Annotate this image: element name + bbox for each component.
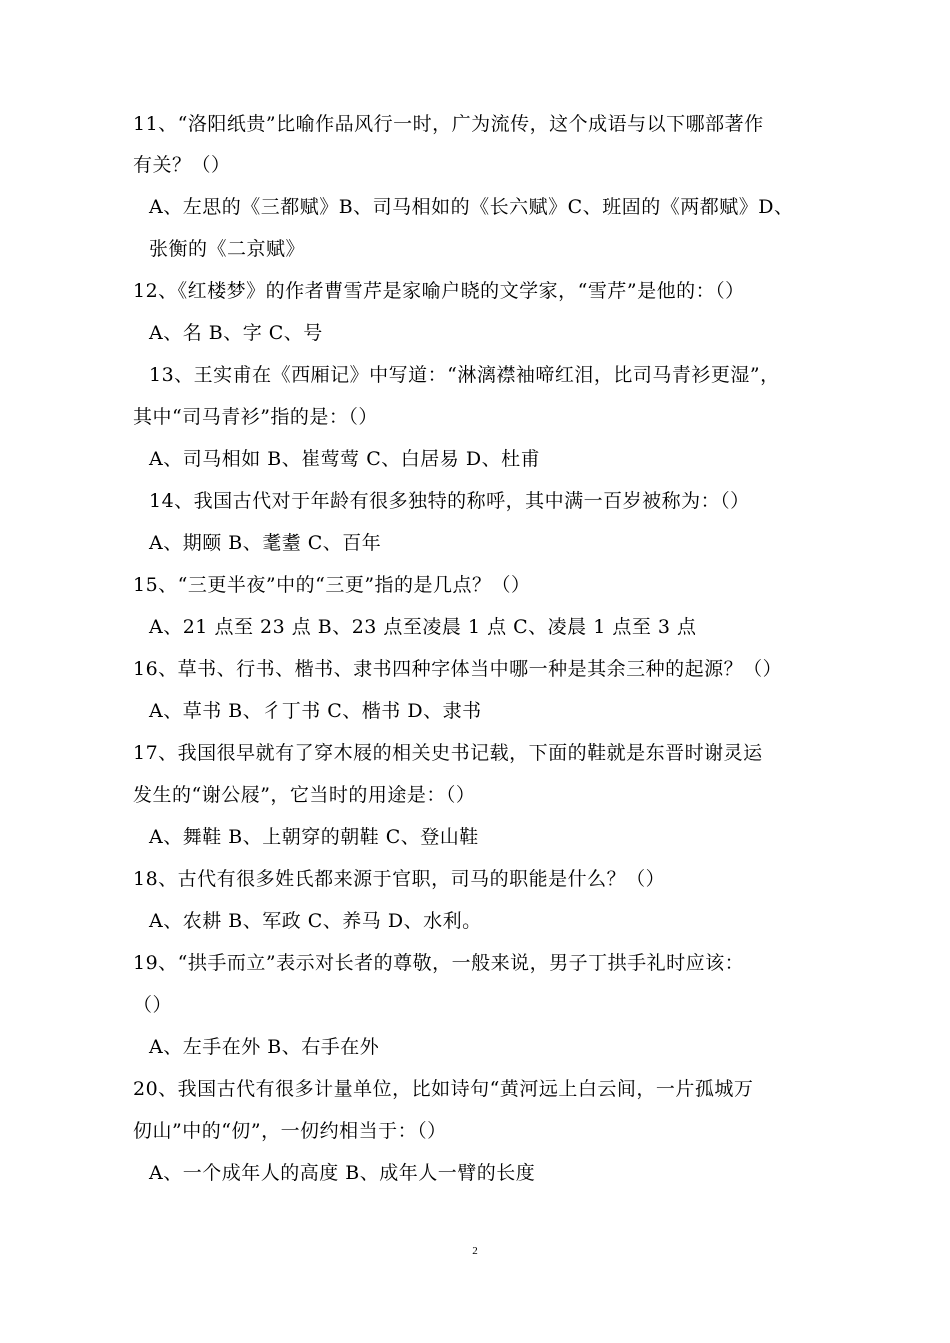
question-13-options: A、司马相如 B、崔莺莺 C、白居易 D、杜甫 <box>149 448 541 470</box>
question-15-text: 15、“三更半夜”中的“三更”指的是几点？（） <box>133 574 531 596</box>
question-20-options: A、一个成年人的高度 B、成年人一臂的长度 <box>149 1162 536 1184</box>
question-16-options: A、草书 B、彳丁书 C、楷书 D、隶书 <box>149 700 482 722</box>
question-17-text: 17、我国很早就有了穿木屐的相关史书记载，下面的鞋就是东晋时谢灵运 <box>133 742 763 764</box>
question-19-text: （） <box>133 994 173 1016</box>
question-11-text: 有关？（） <box>133 154 231 176</box>
page-number: 2 <box>472 1245 478 1257</box>
question-11-options: A、左思的《三都赋》B、司马相如的《长六赋》C、班固的《两都赋》D、 <box>149 196 794 218</box>
question-19-text: 19、“拱手而立”表示对长者的尊敬，一般来说，男子丁拱手礼时应该： <box>133 952 745 974</box>
question-20-text: 20、我国古代有很多计量单位，比如诗句“黄河远上白云间，一片孤城万 <box>133 1078 754 1100</box>
question-18-text: 18、古代有很多姓氏都来源于官职，司马的职能是什么？（） <box>133 868 666 890</box>
question-16-text: 16、草书、行书、楷书、隶书四种字体当中哪一种是其余三种的起源？（） <box>133 658 783 680</box>
question-11-options: 张衡的《二京赋》 <box>149 238 306 260</box>
question-15-options: A、21 点至 23 点 B、23 点至凌晨 1 点 C、凌晨 1 点至 3 点 <box>149 616 697 638</box>
question-14-text: 14、我国古代对于年龄有很多独特的称呼，其中满一百岁被称为：（） <box>149 490 750 512</box>
question-14-options: A、期颐 B、耄耋 C、百年 <box>149 532 382 554</box>
question-19-options: A、左手在外 B、右手在外 <box>149 1036 380 1058</box>
question-11-text: 11、“洛阳纸贵”比喻作品风行一时，广为流传，这个成语与以下哪部著作 <box>133 113 764 135</box>
question-20-text: 仞山”中的“仞”，一仞约相当于：（） <box>133 1120 447 1142</box>
question-13-text: 其中“司马青衫”指的是：（） <box>133 406 378 428</box>
question-12-options: A、名 B、字 C、号 <box>149 322 323 344</box>
question-12-text: 12、《红楼梦》的作者曹雪芹是家喻户晓的文学家，“雪芹”是他的：（） <box>133 280 745 302</box>
question-18-options: A、农耕 B、军政 C、养马 D、水利。 <box>149 910 482 932</box>
question-17-options: A、舞鞋 B、上朝穿的朝鞋 C、登山鞋 <box>149 826 479 848</box>
question-13-text: 13、王实甫在《西厢记》中写道：“淋漓襟袖啼红泪，比司马青衫更湿”， <box>149 364 780 386</box>
question-17-text: 发生的“谢公屐”，它当时的用途是：（） <box>133 784 476 806</box>
